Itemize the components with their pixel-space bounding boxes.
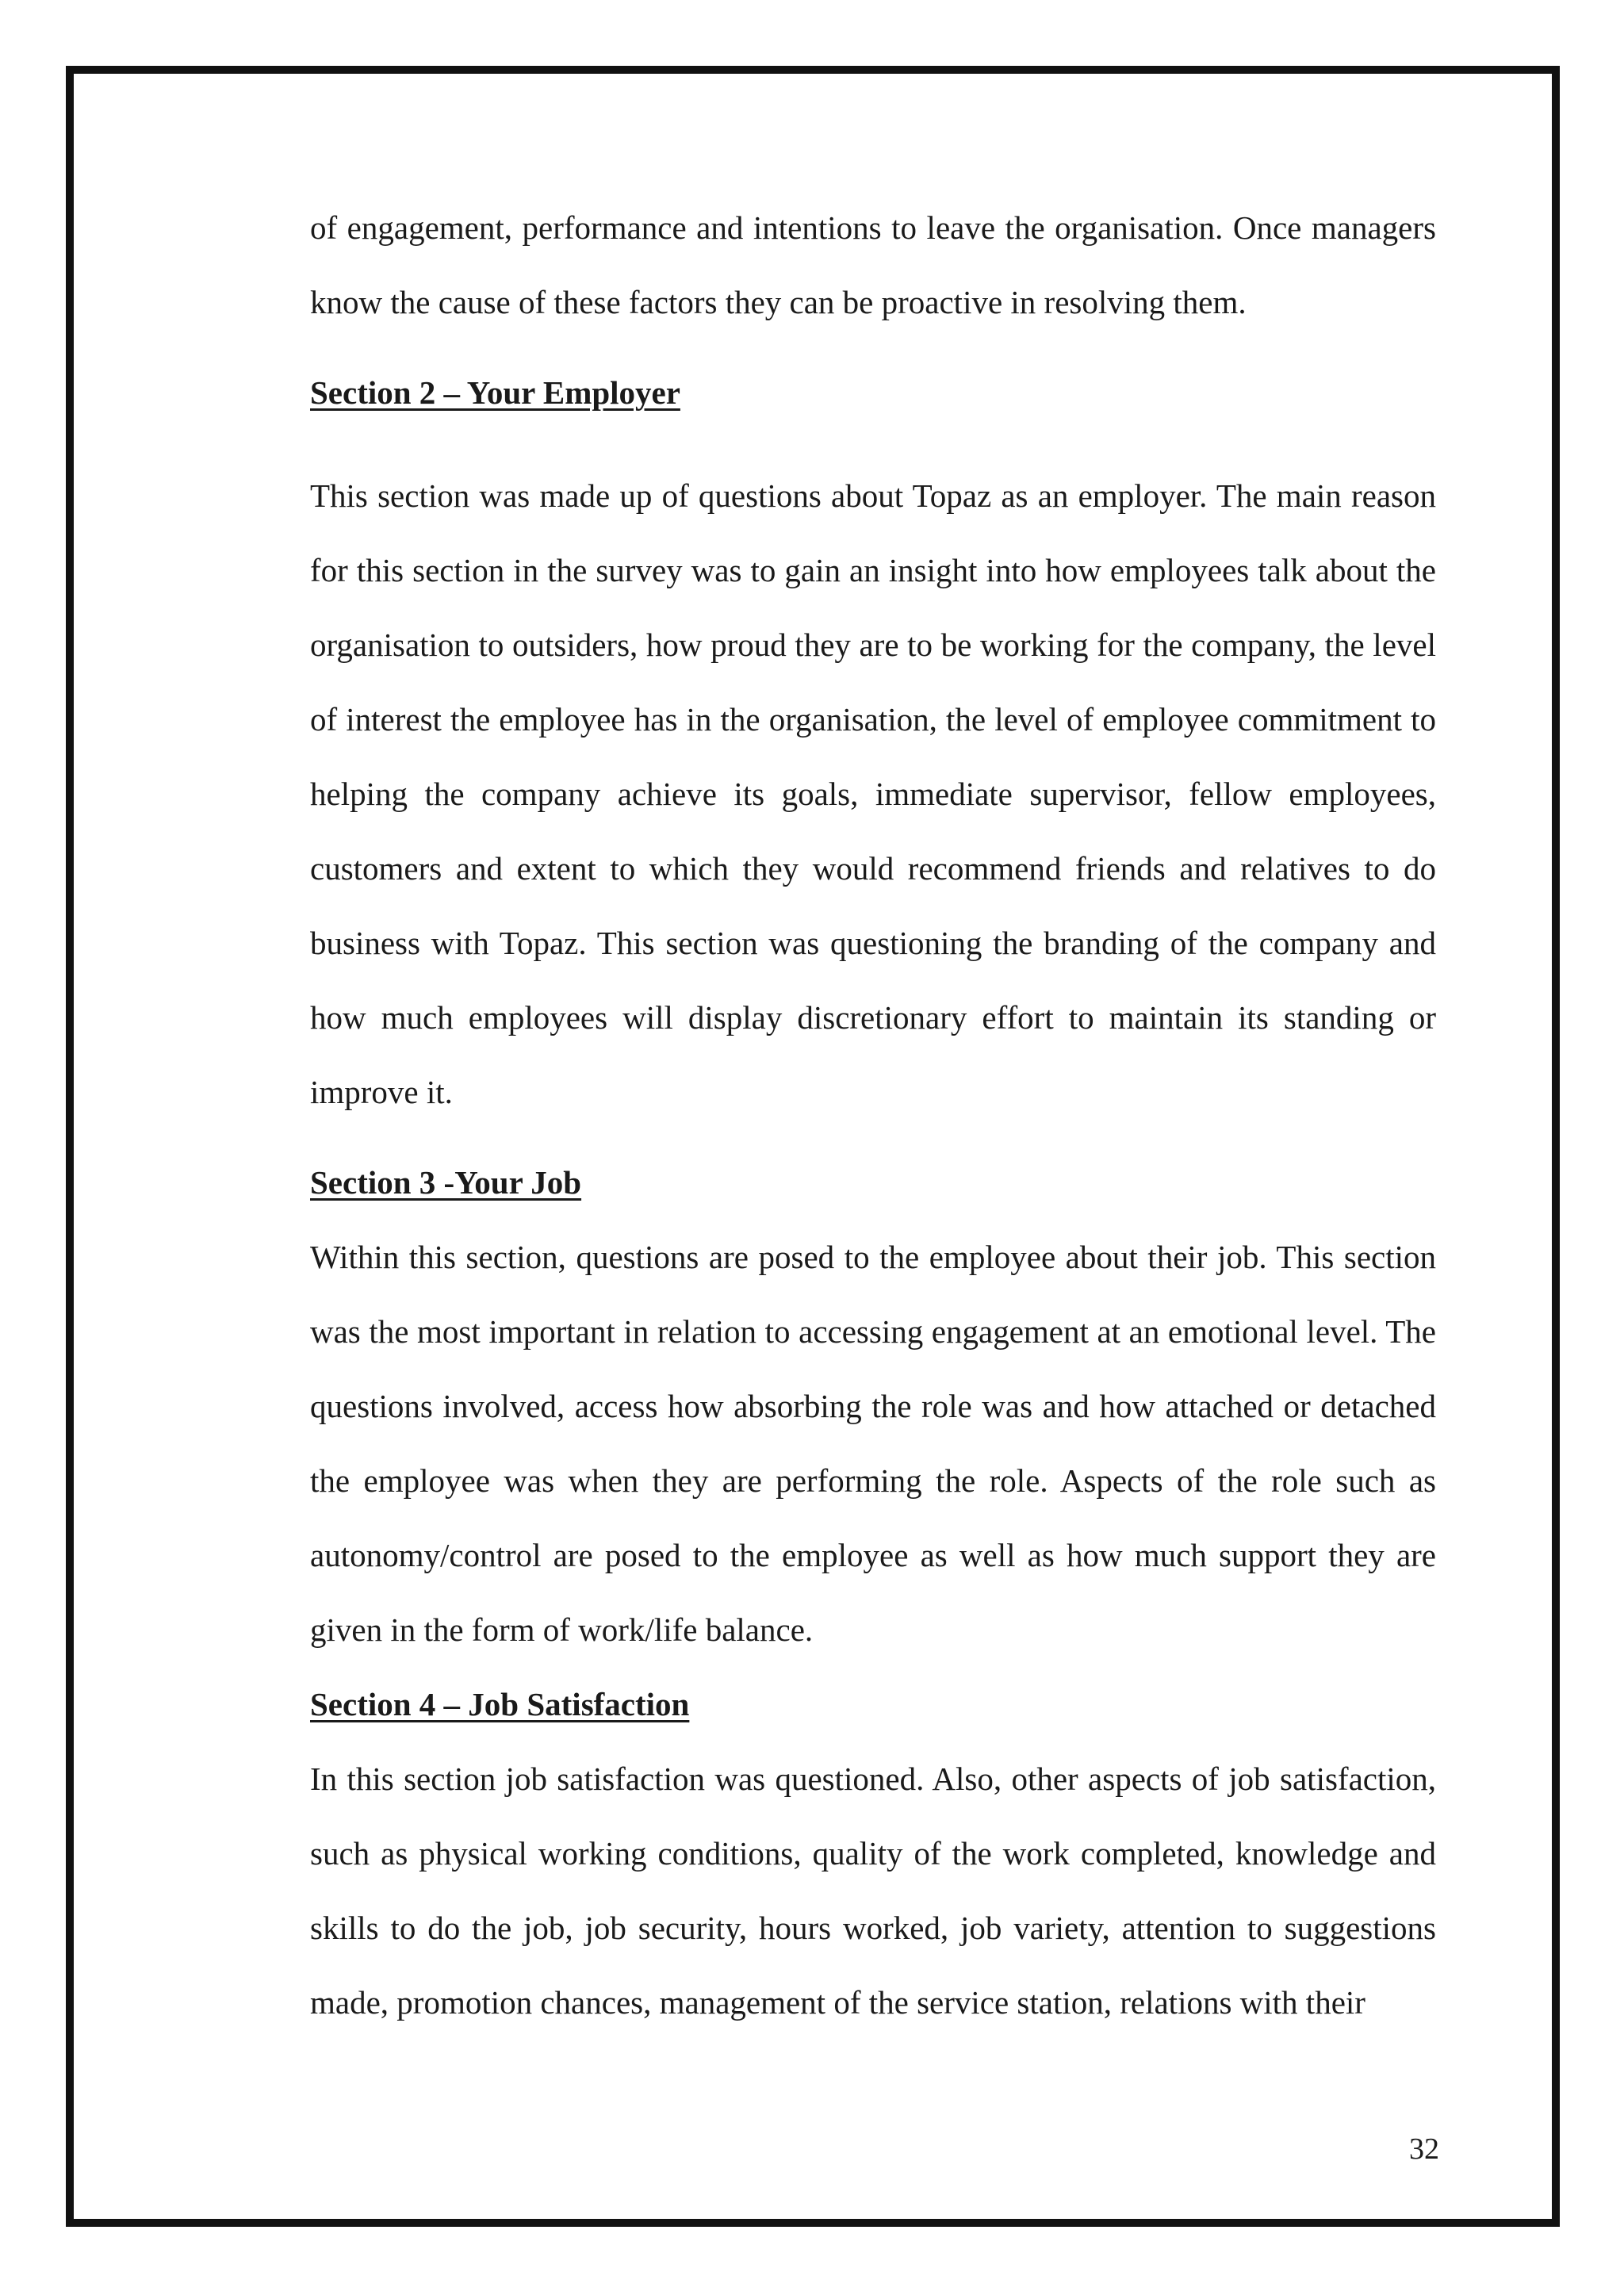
section-3-paragraph: Within this section, questions are posed to the employee about their job. This section was the most important in relation to accessing engagement at an emotional level. The questions involved, access how absorbing the role was and how attached or detached the employee was when they are performing the role. Aspects of the role such as autonomy/control are posed to the employee as well as how much support they are given in the form of work/life balance.	[310, 1239, 1436, 1648]
section-4-heading: Section 4 – Job Satisfaction	[310, 1686, 690, 1722]
spacer	[310, 430, 1436, 458]
section-2-paragraph: This section was made up of questions about Topaz as an employer. The main reason for this section in the survey was to gain an insight into how employees talk about the organisation to outsiders, how proud they are to be working for the company, the level of interest the employee has in the organisation, the level of employee commitment to helping the company achieve its goals, immediate supervisor, fellow employees, customers and extent to which they would recommend friends and relatives to do business with Topaz. This section was questioning the branding of the company and how much employees will display discretionary effort to maintain its standing or improve it.	[310, 477, 1436, 1110]
section-4-paragraph: In this section job satisfaction was questioned. Also, other aspects of job satisfaction, such as physical working conditions, quality of the work completed, knowledge and skills to do the job, job security, hours worked, job variety, attention to suggestions made, promotion chances, management of the service station, relations with their	[310, 1761, 1436, 2021]
section-2-heading: Section 2 – Your Employer	[310, 374, 680, 411]
page-number: 32	[1409, 2132, 1439, 2166]
spacer	[310, 339, 1436, 355]
document-body	[310, 190, 1436, 2040]
intro-paragraph: of engagement, performance and intentions to leave the organisation. Once managers know the cause of these factors they can be proactive in resolving them.	[310, 209, 1436, 320]
spacer	[310, 1129, 1436, 1145]
section-3-heading: Section 3 -Your Job	[310, 1164, 582, 1201]
